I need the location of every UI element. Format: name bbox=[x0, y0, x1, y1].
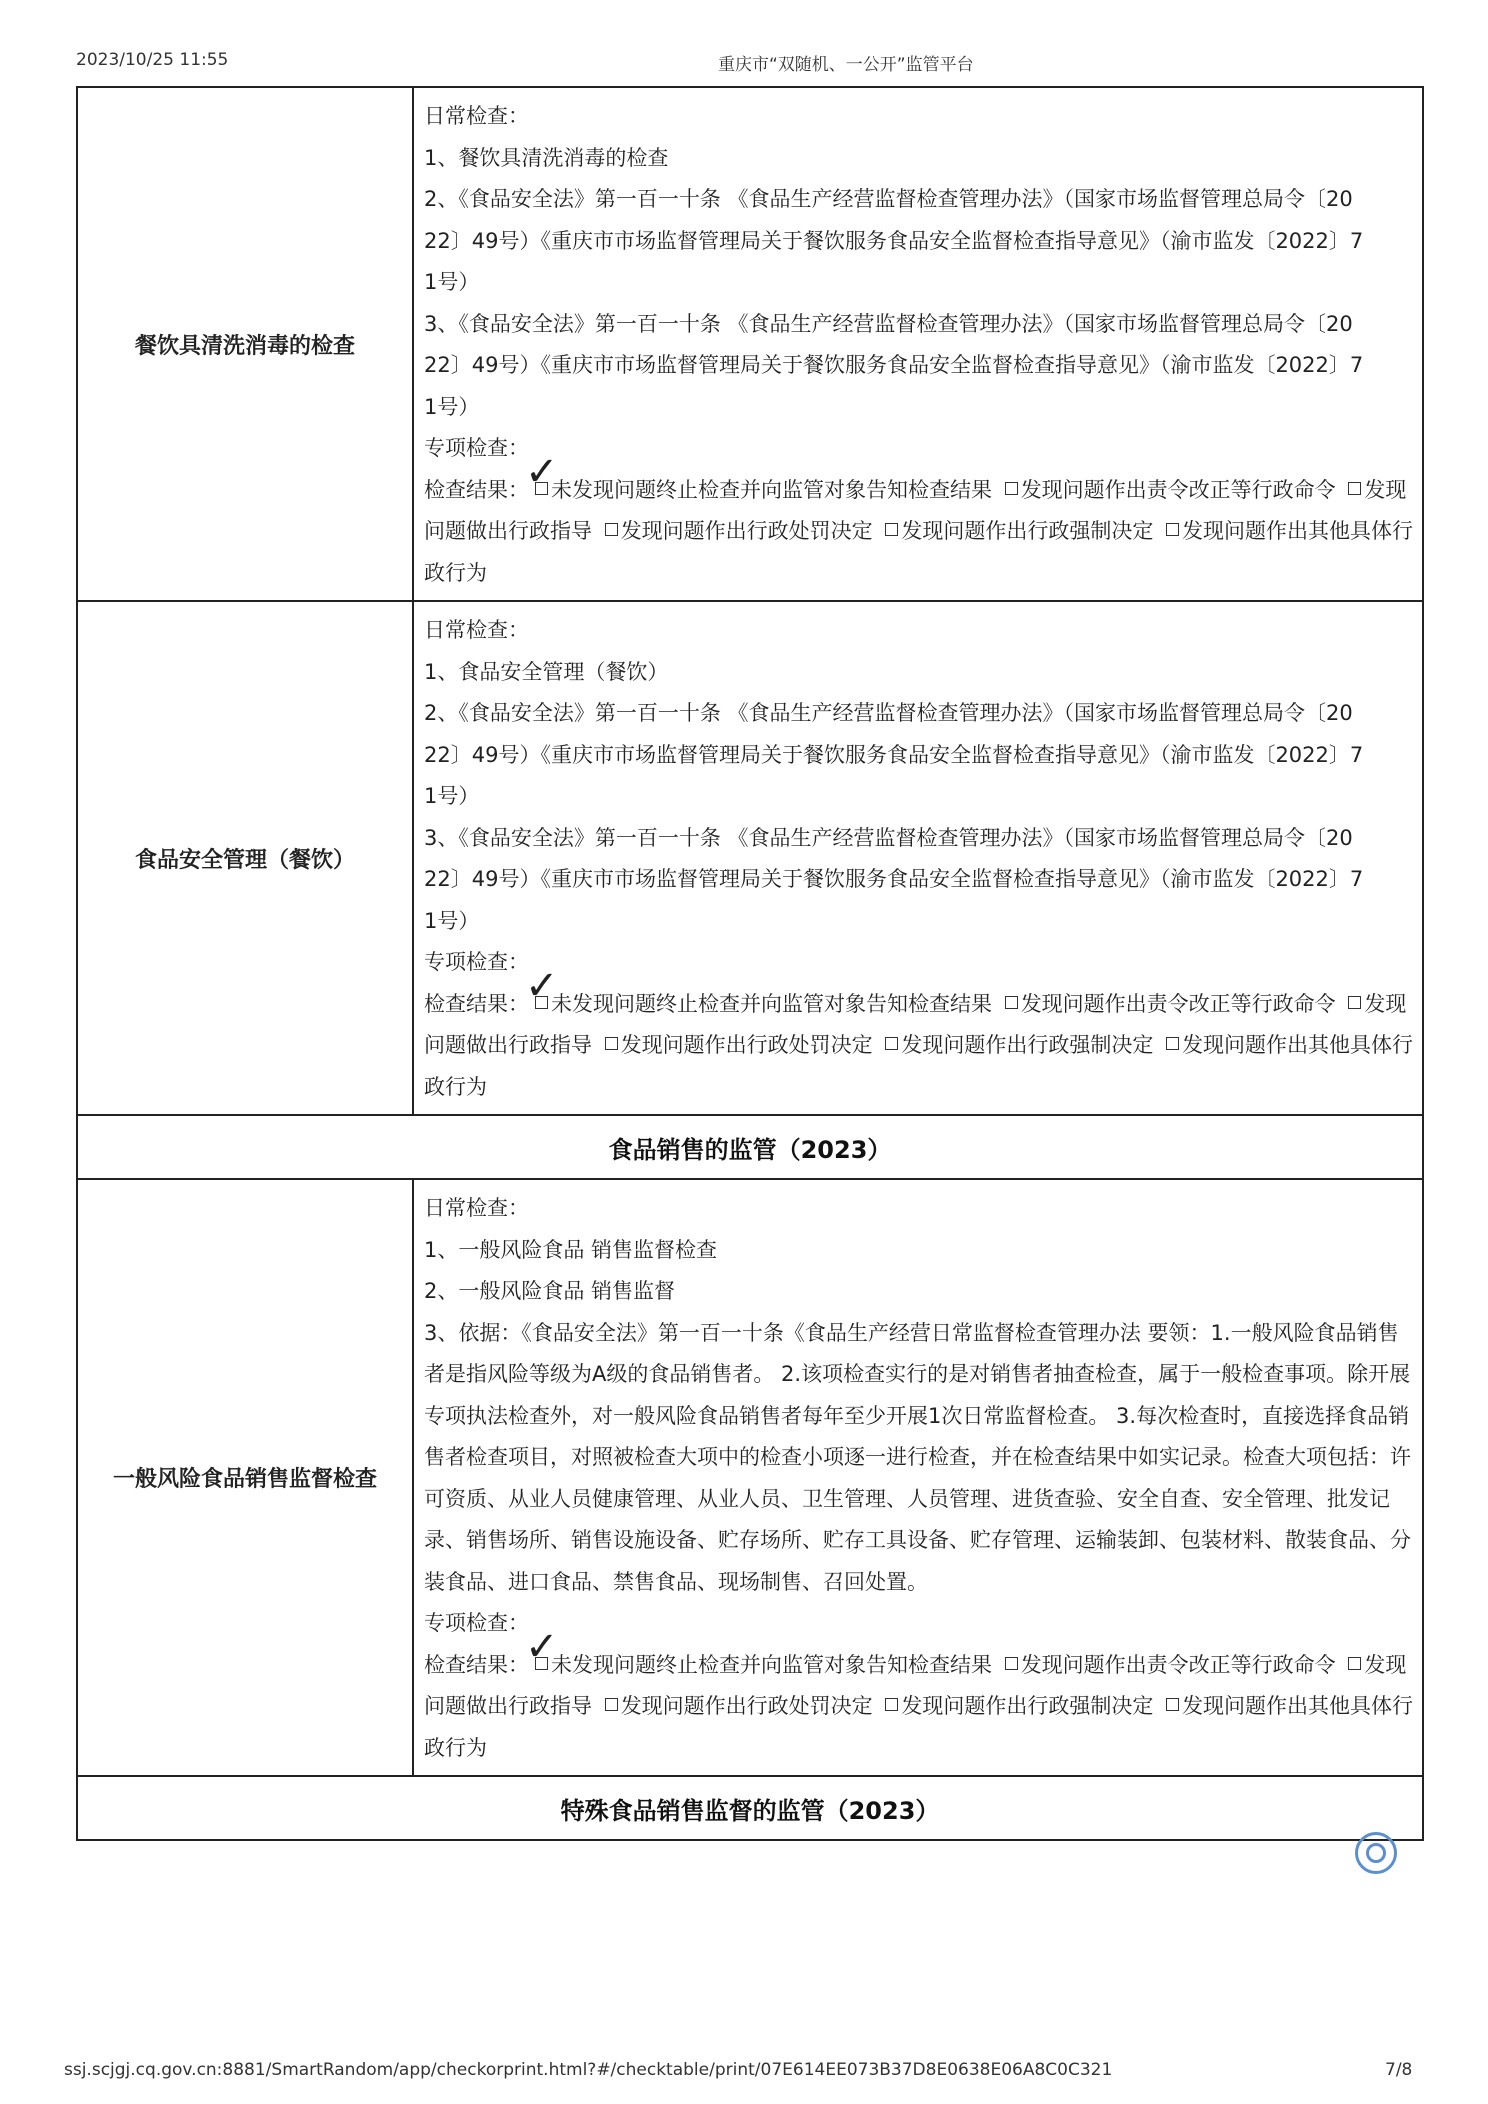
section-title: 特殊食品销售监督的监管（2023） bbox=[77, 1776, 1423, 1840]
item-detail bbox=[413, 601, 1423, 1115]
checkbox-icon bbox=[1166, 1698, 1179, 1711]
checkbox-icon bbox=[1348, 482, 1361, 495]
page-url: ssj.scjgj.cq.gov.cn:8881/SmartRandom/app/checkorprint.html?#/checktable/print/07E614EE073B37D8E0638E06A8C0C321 bbox=[64, 2060, 1113, 2080]
checkbox-icon bbox=[1005, 1657, 1018, 1670]
table-row bbox=[77, 601, 1423, 1115]
detail-line: 3、《食品安全法》第一百一十条 《食品生产经营监督检查管理办法》（国家市场监督管理总局令〔20 bbox=[424, 311, 1353, 336]
checkbox-icon bbox=[1005, 482, 1018, 495]
detail-line: 22〕49号）《重庆市市场监督管理局关于餐饮服务食品安全监督检查指导意见》（渝市监发〔2022〕7 bbox=[424, 742, 1364, 767]
checkbox-icon bbox=[605, 1698, 618, 1711]
print-datetime: 2023/10/25 11:55 bbox=[76, 50, 229, 70]
detail-line: 22〕49号）《重庆市市场监督管理局关于餐饮服务食品安全监督检查指导意见》（渝市监发〔2022〕7 bbox=[424, 867, 1364, 891]
section-row bbox=[77, 1115, 1423, 1179]
check-result-label: 检查结果： bbox=[424, 991, 529, 1016]
detail-line: 1号） bbox=[424, 908, 480, 933]
detail-line: 22〕49号）《重庆市市场监督管理局关于餐饮服务食品安全监督检查指导意见》（渝市监发〔2022〕7 bbox=[424, 353, 1364, 377]
checkbox-icon bbox=[1348, 1657, 1361, 1670]
detail-line: 2、《食品安全法》第一百一十条 《食品生产经营监督检查管理办法》（国家市场监督管理总局令〔20 bbox=[424, 187, 1353, 211]
detail-paragraph: 3、依据：《食品安全法》第一百一十条《食品生产经营日常监督检查管理办法 要领：1.一般风险食品销售者是指风险等级为A级的食品销售者。 2.该项检查实行的是对销售者抽查检查，属于一般检查事项。除开展专项执法检查外，对一般风险食品销售者每年至少开展1次日常监督检查。 3.每次检查时，直接选择食品销售者检查项目，对照被检查大项中的检查小项逐一进行检查，并在检查结果中如实记录。检查大项包括：许可资质、从业人员健康管理、从业人员、卫生管理、人员管理、进货查验、安全自查、安全管理、批发记录、销售场所、销售设施设备、贮存场所、贮存工具设备、贮存管理、运输装卸、包装材料、散装食品、分装食品、进口食品、禁售食品、现场制售、召回处置。 bbox=[424, 1320, 1411, 1594]
option-label: 未发现问题终止检查并向监管对象告知检查结果 bbox=[551, 477, 992, 502]
table-row bbox=[77, 87, 1423, 601]
option-label: 发现问题作出行政强制决定 bbox=[901, 1694, 1154, 1718]
page-number: 7/8 bbox=[1385, 2060, 1413, 2080]
inspection-table bbox=[76, 86, 1424, 1841]
item-name: 一般风险食品销售监督检查 bbox=[77, 1179, 413, 1776]
seal-icon bbox=[1355, 1832, 1397, 1874]
item-detail bbox=[413, 1179, 1423, 1776]
item-name: 食品安全管理（餐饮） bbox=[77, 601, 413, 1115]
checkbox-icon bbox=[885, 1698, 898, 1711]
checkmark-icon: ✓ bbox=[525, 962, 559, 1009]
checkbox-icon bbox=[885, 1037, 898, 1050]
detail-line: 1、一般风险食品 销售监督检查 bbox=[424, 1237, 718, 1262]
daily-check-label: 日常检查： bbox=[424, 104, 529, 128]
checkbox-icon bbox=[605, 1037, 618, 1050]
detail-line: 22〕49号）《重庆市市场监督管理局关于餐饮服务食品安全监督检查指导意见》（渝市监发〔2022〕7 bbox=[424, 228, 1364, 253]
option-label: 未发现问题终止检查并向监管对象告知检查结果 bbox=[551, 991, 992, 1016]
detail-line: 1、食品安全管理（餐饮） bbox=[424, 659, 669, 684]
checkbox-icon bbox=[1166, 523, 1179, 536]
option-label: 发现问题作出行政强制决定 bbox=[901, 1033, 1154, 1057]
option-label: 未发现问题终止检查并向监管对象告知检查结果 bbox=[551, 1652, 992, 1677]
check-result-label: 检查结果： bbox=[424, 477, 529, 502]
checkbox-icon bbox=[1005, 996, 1018, 1009]
option-label: 发现问题做出行政指导 bbox=[424, 991, 1407, 1057]
checked-option bbox=[525, 1623, 992, 1677]
table-row bbox=[77, 1179, 1423, 1776]
checkmark-icon: ✓ bbox=[525, 1623, 559, 1670]
checked-option bbox=[525, 448, 992, 502]
special-check-label: 专项检查： bbox=[424, 1611, 529, 1635]
checkbox-icon bbox=[1348, 996, 1361, 1009]
item-name: 餐饮具清洗消毒的检查 bbox=[77, 87, 413, 601]
checkbox-icon bbox=[885, 523, 898, 536]
detail-line: 1号） bbox=[424, 394, 480, 419]
option-label: 发现问题作出行政处罚决定 bbox=[620, 1033, 873, 1057]
section-row bbox=[77, 1776, 1423, 1840]
option-label: 发现问题作出责令改正等行政命令 bbox=[1020, 1652, 1336, 1677]
special-check-label: 专项检查： bbox=[424, 950, 529, 974]
special-check-label: 专项检查： bbox=[424, 436, 529, 460]
item-detail bbox=[413, 87, 1423, 601]
option-label: 发现问题作出行政强制决定 bbox=[901, 519, 1154, 543]
section-title: 食品销售的监管（2023） bbox=[77, 1115, 1423, 1179]
detail-line: 1、餐饮具清洗消毒的检查 bbox=[424, 145, 669, 170]
option-label: 发现问题作出责令改正等行政命令 bbox=[1020, 477, 1336, 502]
daily-check-label: 日常检查： bbox=[424, 1196, 529, 1220]
checkmark-icon: ✓ bbox=[525, 448, 559, 495]
detail-line: 2、一般风险食品 销售监督 bbox=[424, 1279, 676, 1303]
check-result-label: 检查结果： bbox=[424, 1652, 529, 1677]
option-label: 发现问题作出行政处罚决定 bbox=[620, 1694, 873, 1718]
option-label: 发现问题做出行政指导 bbox=[424, 1652, 1407, 1718]
option-label: 发现问题作出行政处罚决定 bbox=[620, 519, 873, 543]
checkbox-icon bbox=[1166, 1037, 1179, 1050]
option-label: 发现问题作出责令改正等行政命令 bbox=[1020, 991, 1336, 1016]
option-label: 发现问题作出其他具体行政行为 bbox=[424, 1033, 1414, 1099]
option-label: 发现问题作出其他具体行政行为 bbox=[424, 519, 1414, 585]
option-label: 发现问题作出其他具体行政行为 bbox=[424, 1694, 1414, 1760]
detail-line: 3、《食品安全法》第一百一十条 《食品生产经营监督检查管理办法》（国家市场监督管理总局令〔20 bbox=[424, 825, 1353, 850]
platform-title: 重庆市“双随机、一公开”监管平台 bbox=[718, 55, 974, 75]
detail-line: 1号） bbox=[424, 784, 480, 808]
detail-line: 1号） bbox=[424, 270, 480, 294]
option-label: 发现问题做出行政指导 bbox=[424, 477, 1407, 543]
detail-line: 2、《食品安全法》第一百一十条 《食品生产经营监督检查管理办法》（国家市场监督管理总局令〔20 bbox=[424, 701, 1353, 725]
checked-option bbox=[525, 962, 992, 1016]
daily-check-label: 日常检查： bbox=[424, 618, 529, 642]
checkbox-icon bbox=[605, 523, 618, 536]
